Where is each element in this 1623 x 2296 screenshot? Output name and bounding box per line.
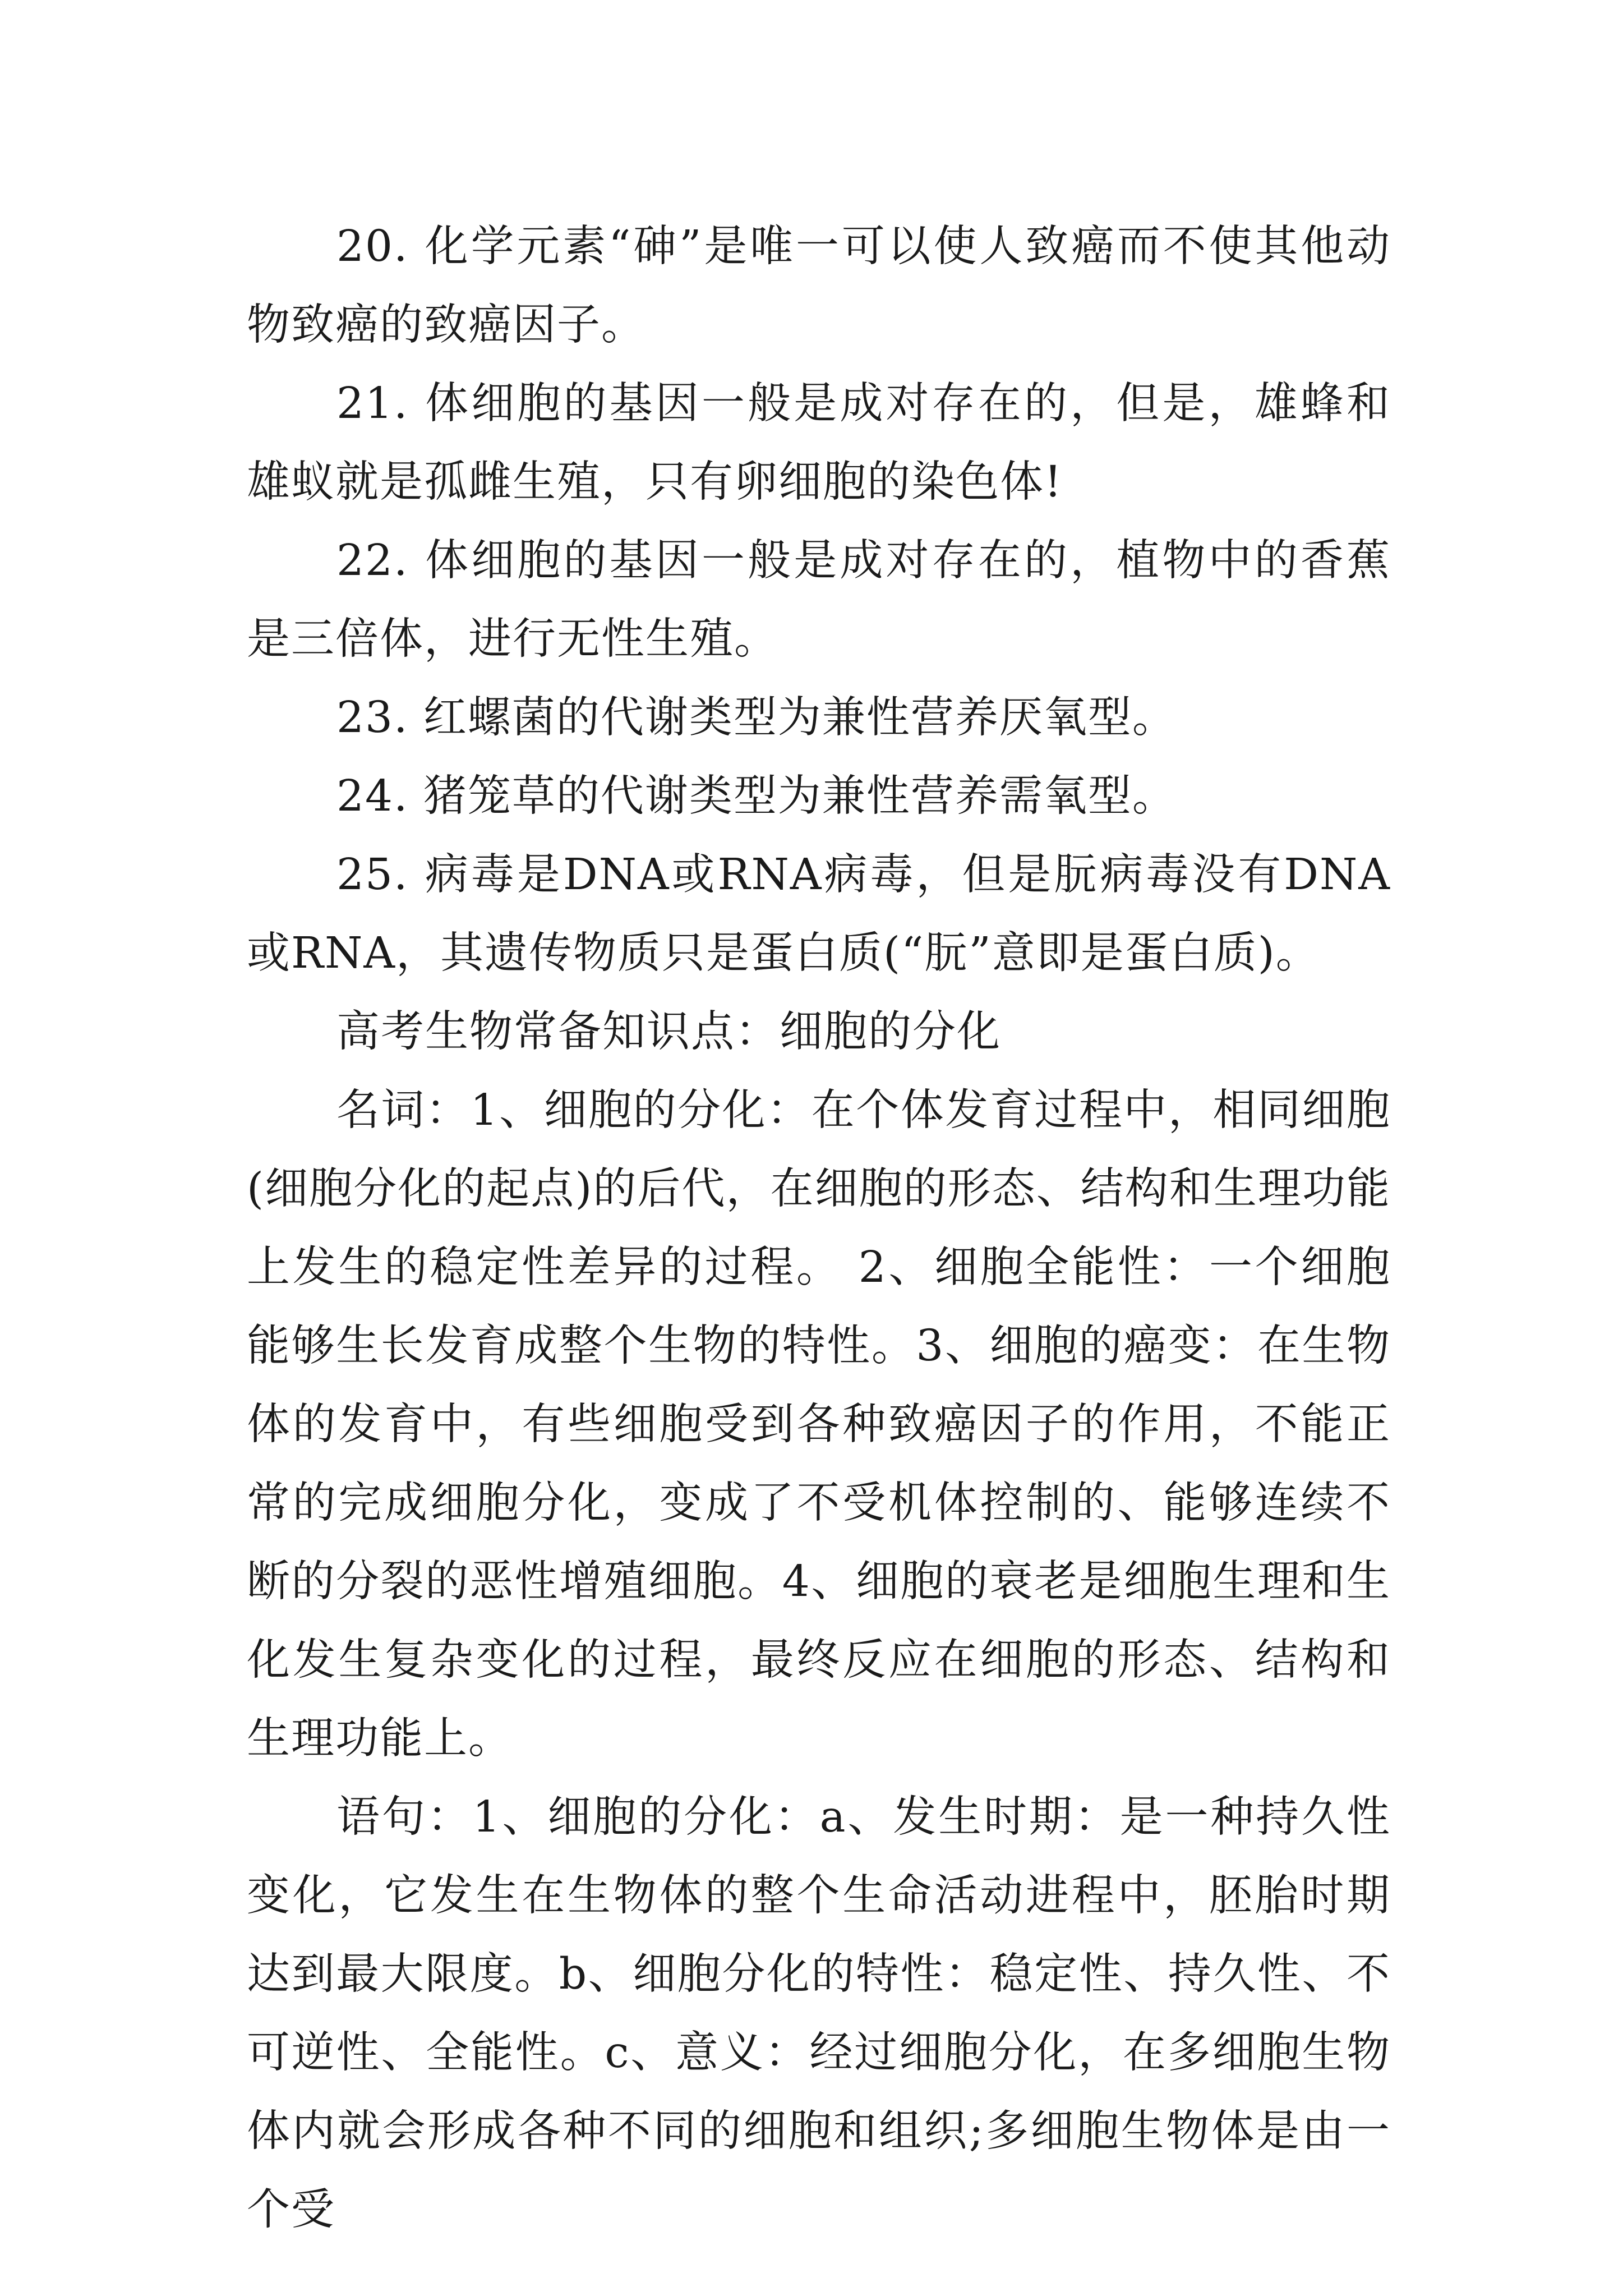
paragraph-terms: 名词：1、细胞的分化：在个体发育过程中，相同细胞(细胞分化的起点)的后代，在细胞的形态、结构和生理功能上发生的稳定性差异的过程。 2、细胞全能性：一个细胞能够生长发育成整个生物的特性。3、细胞的癌变：在生物体的发育中，有些细胞受到各种致癌因子的作用，不能正常的完成细胞分化，变成了不受机体控制的、能够连续不断的分裂的恶性增殖细胞。4、细胞的衰老是细胞生理和生化发生复杂变化的过程，最终反应在细胞的形态、结构和生理功能上。 — [247, 1085, 1391, 1764]
paragraph-item-25: 25. 病毒是DNA或RNA病毒，但是朊病毒没有DNA或RNA，其遗传物质只是蛋白质(“朊”意即是蛋白质)。 — [247, 850, 1391, 978]
paragraph-item-22: 22. 体细胞的基因一般是成对存在的，植物中的香蕉是三倍体，进行无性生殖。 — [247, 536, 1391, 664]
paragraph-statements: 语句：1、细胞的分化：a、发生时期：是一种持久性变化，它发生在生物体的整个生命活动进程中，胚胎时期达到最大限度。b、细胞分化的特性：稳定性、持久性、不可逆性、全能性。c、意义：经过细胞分化，在多细胞生物体内就会形成各种不同的细胞和组织;多细胞生物体是由一个受 — [247, 1792, 1391, 2235]
paragraph-item-20: 20. 化学元素“砷”是唯一可以使人致癌而不使其他动物致癌的致癌因子。 — [247, 222, 1391, 350]
paragraph-item-23: 23. 红螺菌的代谢类型为兼性营养厌氧型。 — [336, 693, 1177, 743]
document-page — [247, 208, 1391, 2249]
paragraph-item-24: 24. 猪笼草的代谢类型为兼性营养需氧型。 — [336, 771, 1177, 821]
section-heading: 高考生物常备知识点：细胞的分化 — [336, 1007, 1001, 1057]
paragraph-item-21: 21. 体细胞的基因一般是成对存在的，但是，雄蜂和雄蚁就是孤雌生殖，只有卵细胞的染色体! — [247, 379, 1391, 507]
